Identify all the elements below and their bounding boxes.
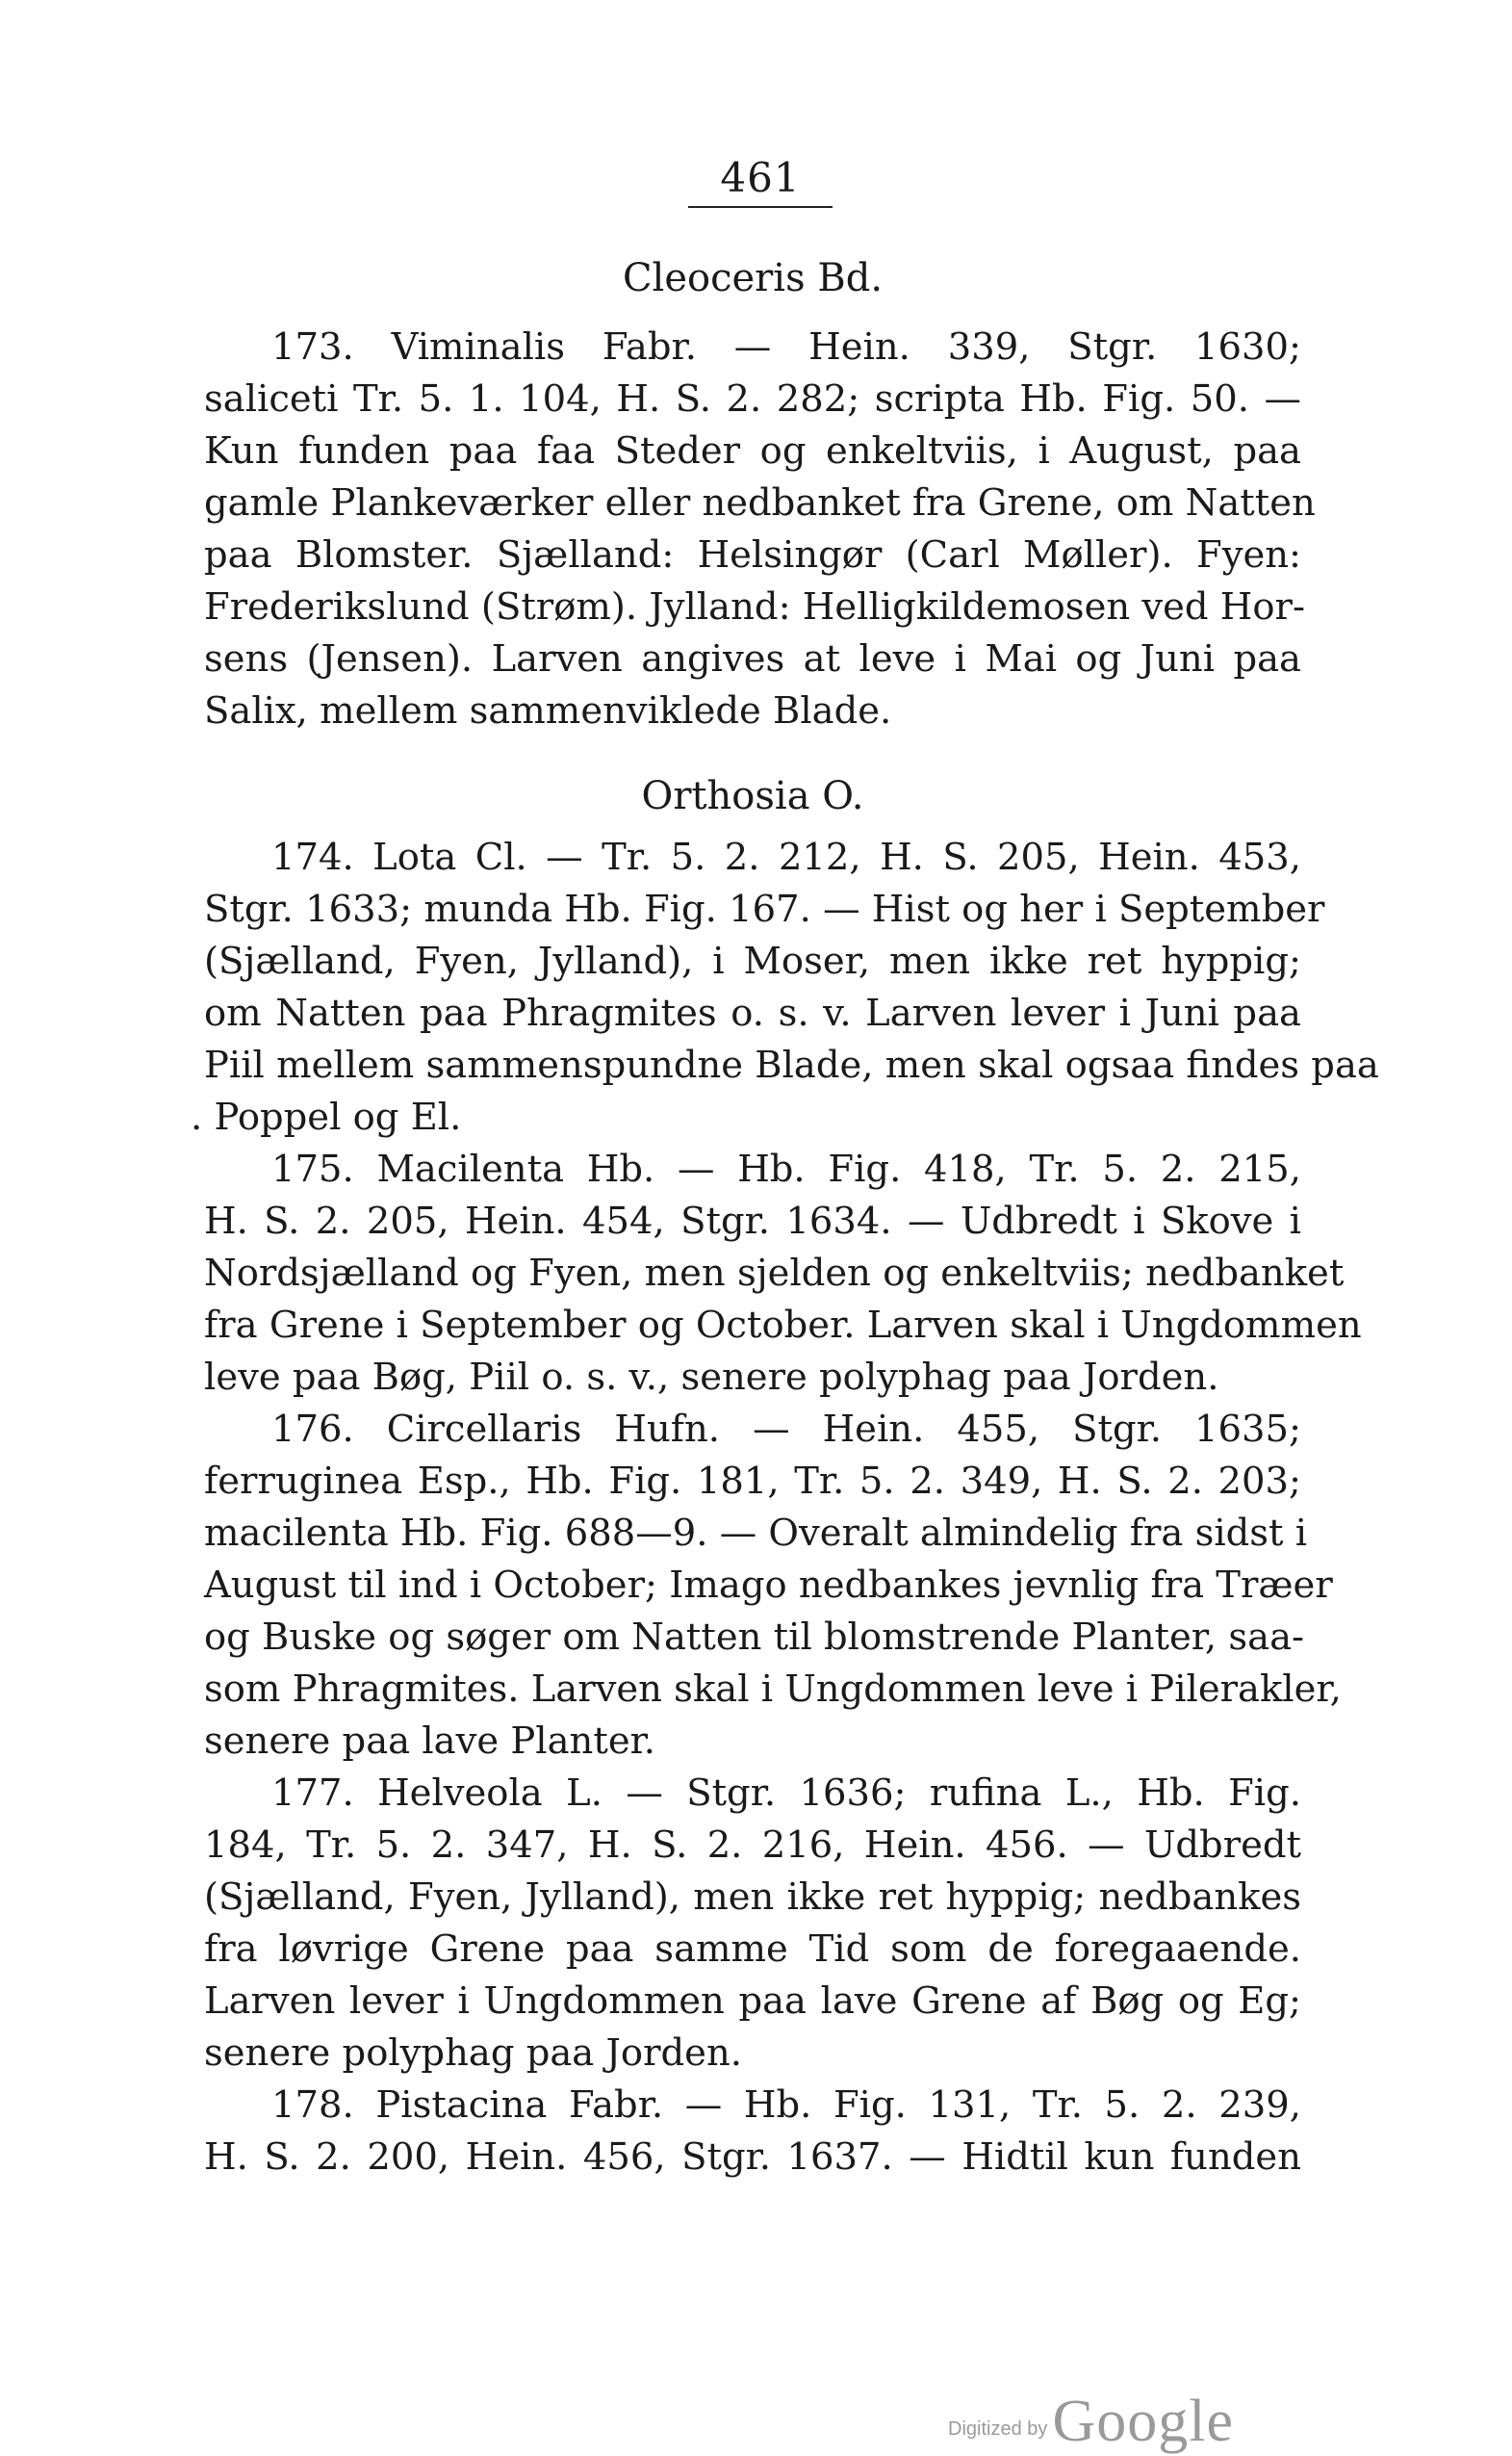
digitized-watermark: [948, 2388, 1234, 2456]
text-line: fra løvrige Grene paa samme Tid som de foregaaende.: [204, 1927, 1301, 1971]
section-heading-text: Orthosia O.: [641, 774, 864, 818]
section-body-orthosia: [191, 832, 1379, 2184]
text-line: senere paa lave Planter.: [204, 1719, 656, 1763]
text-line: 176. Circellaris Hufn. — Hein. 455, Stgr. 1635;: [271, 1408, 1301, 1451]
page-number: 461: [720, 154, 801, 201]
watermark-prefix: Digitized by: [948, 2418, 1048, 2440]
section-heading-orthosia: [204, 770, 1301, 822]
text-line: (Sjælland, Fyen, Jylland), i Moser, men ikke ret hyppig;: [204, 940, 1301, 983]
section-heading-cleoceris: [204, 252, 1301, 304]
text-line: (Sjælland, Fyen, Jylland), men ikke ret hyppig; nedbankes: [204, 1875, 1301, 1919]
text-line: Stgr. 1633; munda Hb. Fig. 167. — Hist og her i September: [204, 888, 1325, 931]
text-line: paa Blomster. Sjælland: Helsingør (Carl Møller). Fyen:: [204, 533, 1301, 577]
text-line: Kun funden paa faa Steder og enkeltviis, i August, paa: [204, 429, 1301, 473]
text-line: og Buske og søger om Natten til blomstrende Planter, saa-: [204, 1616, 1305, 1659]
text-line: om Natten paa Phragmites o. s. v. Larven lever i Juni paa: [204, 992, 1301, 1035]
text-line: Frederikslund (Strøm). Jylland: Helligkildemosen ved Hor-: [204, 585, 1305, 629]
text-line: sens (Jensen). Larven angives at leve i Mai og Juni paa: [204, 637, 1301, 681]
text-line: macilenta Hb. Fig. 688—9. — Overalt almindelig fra sidst i: [204, 1512, 1308, 1555]
section-body-cleoceris: [204, 322, 1316, 737]
text-line: som Phragmites. Larven skal i Ungdommen leve i Pilerakler,: [204, 1667, 1342, 1711]
text-line: H. S. 2. 205, Hein. 454, Stgr. 1634. — Udbredt i Skove i: [204, 1200, 1301, 1243]
text-line: ferruginea Esp., Hb. Fig. 181, Tr. 5. 2. 349, H. S. 2. 203;: [204, 1460, 1301, 1503]
google-logo: Google: [1052, 2389, 1235, 2454]
page-number-rule: [688, 206, 833, 208]
text-line: gamle Plankeværker eller nedbanket fra Grene, om Natten: [204, 481, 1316, 525]
text-line: Piil mellem sammenspundne Blade, men skal ogsaa findes paa: [204, 1044, 1379, 1087]
text-line: Salix, mellem sammenviklede Blade.: [204, 689, 892, 733]
text-line: fra Grene i September og October. Larven skal i Ungdommen: [204, 1304, 1362, 1347]
section-heading-text: Cleoceris Bd.: [622, 256, 884, 300]
text-block: [191, 252, 1379, 2184]
text-line: Larven lever i Ungdommen paa lave Grene af Bøg og Eg;: [204, 1979, 1301, 2023]
text-line: H. S. 2. 200, Hein. 456, Stgr. 1637. — Hidtil kun funden: [204, 2135, 1301, 2179]
text-line: senere polyphag paa Jorden.: [204, 2031, 742, 2075]
text-line: 177. Helveola L. — Stgr. 1636; rufina L., Hb. Fig.: [271, 1771, 1301, 1815]
text-line: Nordsjælland og Fyen, men sjelden og enkeltviis; nedbanket: [204, 1252, 1345, 1295]
text-line: saliceti Tr. 5. 1. 104, H. S. 2. 282; scripta Hb. Fig. 50. —: [204, 377, 1301, 421]
text-line: 173. Viminalis Fabr. — Hein. 339, Stgr. 1630;: [271, 325, 1301, 369]
text-line: . Poppel og El.: [191, 1096, 462, 1139]
text-line: 178. Pistacina Fabr. — Hb. Fig. 131, Tr. 5. 2. 239,: [271, 2083, 1301, 2127]
text-line: 175. Macilenta Hb. — Hb. Fig. 418, Tr. 5. 2. 215,: [271, 1148, 1301, 1191]
text-line: August til ind i October; Imago nedbankes jevnlig fra Træer: [204, 1564, 1333, 1607]
text-line: 174. Lota Cl. — Tr. 5. 2. 212, H. S. 205, Hein. 453,: [271, 836, 1301, 879]
text-line: leve paa Bøg, Piil o. s. v., senere polyphag paa Jorden.: [204, 1356, 1219, 1399]
text-line: 184, Tr. 5. 2. 347, H. S. 2. 216, Hein. 456. — Udbredt: [204, 1823, 1301, 1867]
